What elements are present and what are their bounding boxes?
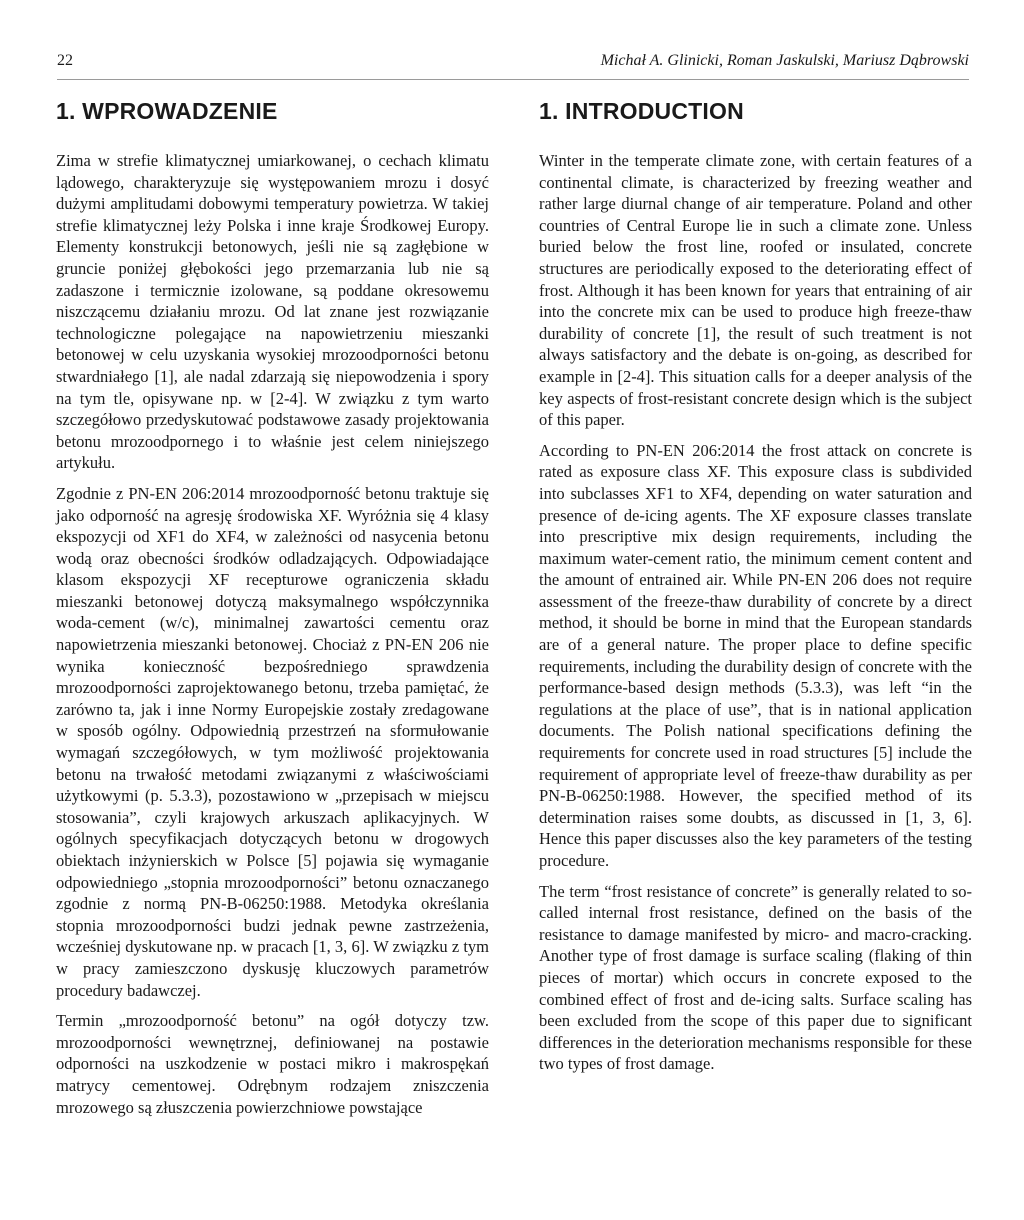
page-header bbox=[57, 49, 969, 80]
paragraph-english-3: The term “frost resistance of concrete” is generally related to so-called internal frost resistance, defined on the basis of the resistance to damage manifested by micro- and macro-cracking. Another type of frost damage is surface scaling (flaking of thin pieces of mortar) which occurs in concrete exposed to the combined effect of frost and de-icing salts. Surface scaling has been excluded from the scope of this paper due to significant differences in the deterioration mechanisms responsible for these two types of frost damage. bbox=[539, 881, 972, 1074]
section-heading-english: 1. INTRODUCTION bbox=[539, 98, 744, 124]
paragraph-english-1: Winter in the temperate climate zone, with certain features of a continental climate, is characterized by freezing weather and rather large diurnal change of air temperature. Poland and other countries of Central Europe lie in such a climate zone. Unless buried below the frost line, roofed or insulated, concrete structures are periodically exposed to the deteriorating effect of frost. Although it has been known for years that entraining of air into the concrete mix can be used to produce high freeze-thaw durability of concrete [1], the result of such treatment is not always satisfactory and the debate is on-going, as described for example in [2-4]. This situation calls for a deeper analysis of the key aspects of frost-resistant concrete design which is the subject of this paper. bbox=[539, 151, 972, 430]
running-title-authors: Michał A. Glinicki, Roman Jaskulski, Mariusz Dąbrowski bbox=[600, 52, 969, 69]
paragraph-polish-3: Termin „mrozoodporność betonu” na ogół dotyczy tzw. mrozoodporności wewnętrznej, definiowanej na postawie odporności na uszkodzenie w postaci mikro i makrospękań matrycy cementowej. Odrębnym rodzajem zniszczenia mrozowego są złuszczenia powierzchniowe powstające bbox=[56, 1011, 489, 1117]
page-number: 22 bbox=[57, 52, 73, 69]
polish-column bbox=[56, 96, 489, 1127]
paragraph-english-2: According to PN-EN 206:2014 the frost attack on concrete is rated as exposure class XF. This exposure class is subdivided into subclasses XF1 to XF4, depending on water saturation and presence of de-icing agents. The XF exposure classes translate into prescriptive mix design requirements, including the maximum water-cement ratio, the minimum cement content and the amount of entrained air. While PN-EN 206 does not require assessment of the freeze-thaw durability of concrete by a direct method, it should be borne in mind that the European standards are of a general nature. The proper place to define specific requirements, including the durability design of concrete with the performance-based design methods (5.3.3), was left “in the regulations at the place of use”, that is in national application documents. The Polish national specifications defining the requirements for concrete used in road structures [5] include the requirement of appropriate level of freeze-thaw durability as per PN-B-06250:1988. However, the specified method of its determination raises some doubts, as discussed in [1, 3, 6]. Hence this paper discusses also the key parameters of the testing procedure. bbox=[539, 440, 972, 870]
section-heading-polish: 1. WPROWADZENIE bbox=[56, 98, 278, 124]
paragraph-polish-1: Zima w strefie klimatycznej umiarkowanej, o cechach klimatu lądowego, charakteryzuje się występowaniem mrozu i dosyć dużymi amplitudami dobowymi temperatury powietrza. W takiej strefie klimatycznej leży Polska i inne kraje Środkowej Europy. Elementy konstrukcji betonowych, jeśli nie są zagłębione w gruncie poniżej głębokości jego przemarzania lub nie są zadaszone i termicznie izolowane, są poddane okresowemu niszczącemu działaniu mrozu. Od lat znane jest rozwiązanie technologiczne polegające na napowietrzeniu mieszanki betonowej w celu uzyskania wysokiej mrozoodporności betonu stwardniałego [1], ale nadal zdarzają się niepowodzenia i spory na tym tle, opisywane np. w [2-4]. W związku z tym warto szczegółowo przedyskutować podstawowe zasady projektowania betonu mrozoodpornego i to właśnie jest celem niniejszego artykułu. bbox=[56, 151, 489, 473]
english-column bbox=[539, 96, 972, 1084]
paragraph-polish-2: Zgodnie z PN-EN 206:2014 mrozoodporność betonu traktuje się jako odporność na agresję środowiska XF. Wyróżnia się 4 klasy ekspozycji od XF1 do XF4, w zależności od nasycenia betonu wodą oraz obecności środków odladzających. Odpowiadające klasom ekspozycji XF recepturowe ograniczenia składu mieszanki betonowej dotyczą maksymalnego współczynnika woda-cement (w/c), minimalnej zawartości cementu oraz napowietrzenia mieszanki betonowej. Chociaż z PN-EN 206 nie wynika konieczność bezpośredniego sprawdzenia mrozoodporności zaprojektowanego betonu, trzeba pamiętać, że zarówno ta, jak i inne Normy Europejskie zostały zredagowane w sposób ogólny. Odpowiednią przestrzeń na sformułowanie wymagań szczegółowych, w tym możliwość projektowania betonu na trwałość metodami związanymi z właściwościami użytkowymi (p. 5.3.3), pozostawiono w „przepisach w miejscu stosowania”, czyli krajowych arkuszach aplikacyjnych. W ogólnych specyfikacjach dotyczących betonu w drogowych obiektach inżynierskich w Polsce [5] pojawia się wymaganie odpowiedniego „stopnia mrozoodporności” betonu oznaczanego zgodnie z normą PN-B-06250:1988. Metodyka określania stopnia mrozoodporności budzi jednak pewne zastrzeżenia, wcześniej dyskutowane np. w pracach [1, 3, 6]. W związku z tym w pracy zamieszczono dyskusję kluczowych parametrów procedury badawczej. bbox=[56, 483, 489, 1000]
